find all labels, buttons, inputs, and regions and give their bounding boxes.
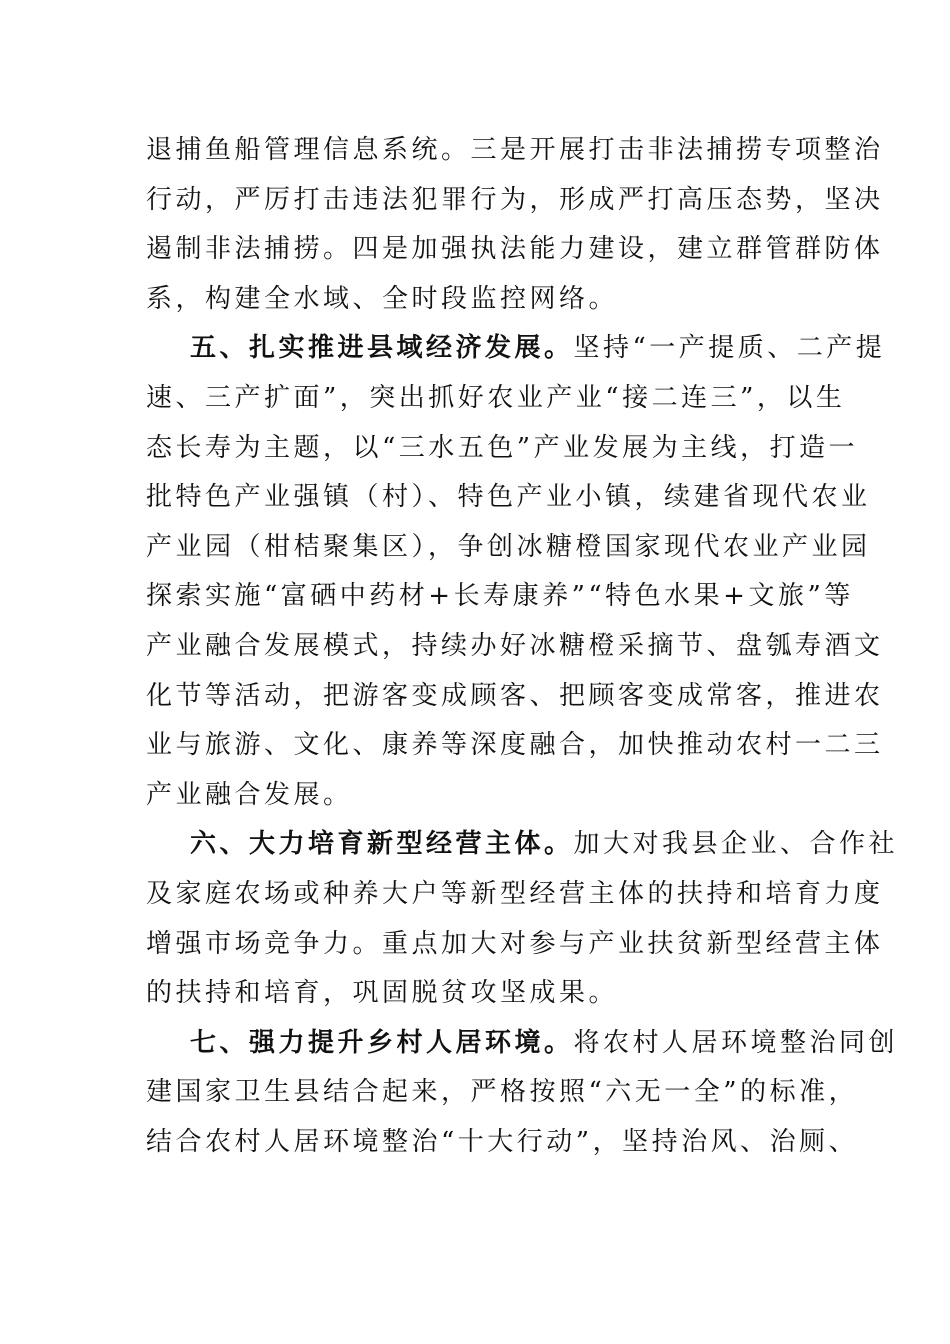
section-heading: 五、扎实推进县域经济发展。 (190, 333, 574, 364)
text-line: 系，构建全水域、全时段监控网络。 (146, 283, 619, 314)
text-line: 建国家卫生县结合起来，严格按照“六无一全”的标准， (146, 1077, 859, 1108)
section-heading: 七、强力提升乡村人居环境。 (190, 1027, 574, 1058)
text-line: 行动，严厉打击违法犯罪行为，形成严打高压态势，坚决 (146, 184, 884, 215)
text-line: 产业园（柑桔聚集区），争创冰糖橙国家现代农业产业园 (146, 531, 871, 562)
text-line: 产业融合发展模式，持续办好冰糖橙采摘节、盘瓠寿酒文 (146, 630, 884, 661)
text-line: 产业融合发展。 (146, 779, 353, 810)
section-county-economy (146, 324, 886, 820)
text-line: 速、三产扩面”，突出抓好农业产业“接二连三”，以生 (146, 382, 846, 413)
paragraph-fishing-enforcement (146, 126, 884, 324)
text-line: 化节等活动，把游客变成顾客、把顾客变成常客，推进农 (146, 680, 884, 711)
text-line: 增强市场竞争力。重点加大对参与产业扶贫新型经营主体 (146, 928, 884, 959)
section-first-line (146, 820, 899, 870)
section-rural-environment (146, 1019, 899, 1168)
section-heading: 六、大力培育新型经营主体。 (190, 829, 574, 860)
text-line: 态长寿为主题，以“三水五色”产业发展为主线，打造一 (146, 432, 859, 463)
section-text: 加大对我县企业、合作社 (573, 829, 899, 860)
text-line: 探索实施“富硒中药材+长寿康养”“特色水果+文旅”等 (146, 581, 854, 612)
section-business-entities (146, 820, 899, 1018)
section-first-line (146, 1019, 899, 1069)
text-line: 业与旅游、文化、康养等深度融合，加快推动农村一二三 (146, 730, 884, 761)
text-line: 结合农村人居环境整治“十大行动”，坚持治风、治厕、 (146, 1126, 859, 1157)
document-body (146, 126, 899, 1167)
section-text: 将农村人居环境整治同创 (573, 1027, 899, 1058)
text-line: 及家庭农场或种养大户等新型经营主体的扶持和培育力度 (146, 878, 884, 909)
section-first-line (146, 324, 886, 374)
section-text: 坚持“一产提质、二产提 (573, 333, 886, 364)
text-line: 批特色产业强镇（村）、特色产业小镇，续建省现代农业 (146, 482, 871, 513)
text-line: 退捕鱼船管理信息系统。三是开展打击非法捕捞专项整治 (146, 135, 884, 165)
text-line: 遏制非法捕捞。四是加强执法能力建设，建立群管群防体 (146, 234, 884, 265)
text-line: 的扶持和培育，巩固脱贫攻坚成果。 (146, 978, 619, 1009)
